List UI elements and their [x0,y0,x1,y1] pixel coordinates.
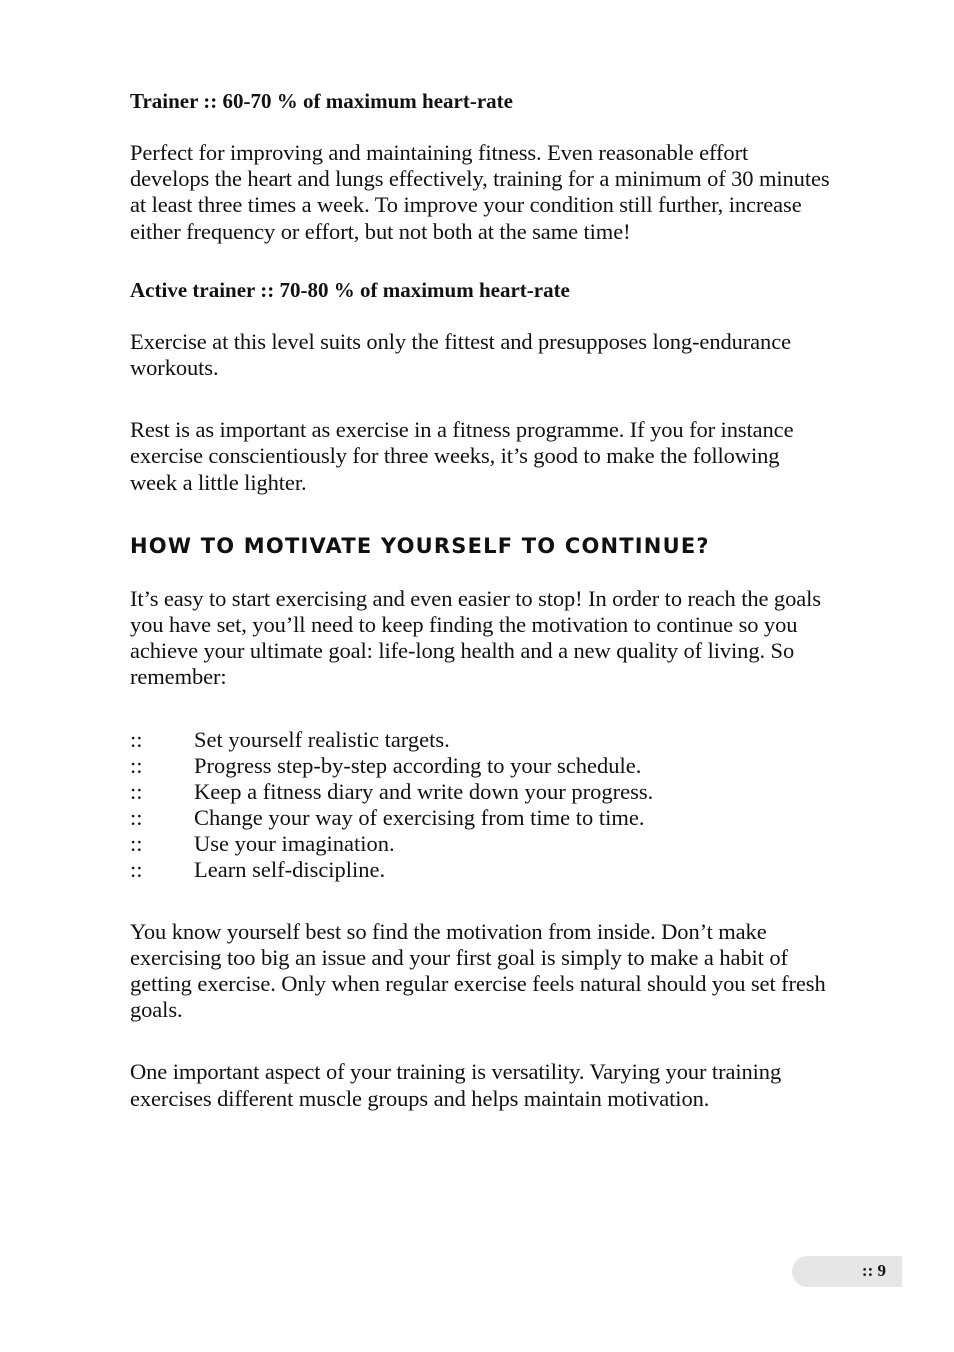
page-number: :: 9 [861,1261,886,1280]
page-content [130,88,830,1112]
active-trainer-body: Exercise at this level suits only the fittest and presupposes long-endurance workouts. [130,328,791,381]
motivation-intro: It’s easy to start exercising and even easier to stop! In order to reach the goals you have set, you’ll need to keep finding the motivation to continue so you achieve your ultimate goal: life-long health and a new quality of living. So remember: [130,585,821,690]
rest-body: Rest is as important as exercise in a fitness programme. If you for instance exercise conscientiously for three weeks, it’s good to make the following week a little lighter. [130,417,794,495]
motivation-closing: You know yourself best so find the motivation from inside. Don’t make exercising too big an issue and your first goal is simply to make a habit of getting exercise. Only when regular exercise feels natural should you set fresh goals. [130,918,826,1023]
list-item-text: Use your imagination. [194,830,395,856]
list-item [130,753,830,779]
list-item-text: Change your way of exercising from time to time. [194,804,645,830]
motivation-list [130,727,830,883]
list-item-text: Learn self-discipline. [194,856,386,882]
list-item [130,831,830,857]
bullet-marker: :: [130,726,143,752]
bullet-marker: :: [130,804,143,830]
motivation-heading: HOW TO MOTIVATE YOURSELF TO CONTINUE? [130,533,710,558]
trainer-body: Perfect for improving and maintaining fitness. Even reasonable effort develops the heart and lungs effectively, training for a minimum of 30 minutes at least three times a week. To improve your condition still further, increase either frequency or effort, but not both at the same time! [130,140,830,244]
bullet-marker: :: [130,778,143,804]
list-item [130,857,830,883]
page-number-tab [792,1256,902,1287]
bullet-marker: :: [130,856,143,882]
bullet-marker: :: [130,830,143,856]
trainer-heading: Trainer :: 60-70 % of maximum heart-rate [130,89,513,113]
list-item-text: Progress step-by-step according to your schedule. [194,752,642,778]
active-trainer-heading: Active trainer :: 70-80 % of maximum heart-rate [130,277,570,302]
list-item-text: Keep a fitness diary and write down your progress. [194,778,654,804]
versatility-body: One important aspect of your training is versatility. Varying your training exercises different muscle groups and helps maintain motivation. [130,1059,782,1111]
list-item-text: Set yourself realistic targets. [194,726,450,752]
bullet-marker: :: [130,752,143,778]
list-item [130,727,830,753]
list-item [130,779,830,805]
list-item [130,805,830,831]
